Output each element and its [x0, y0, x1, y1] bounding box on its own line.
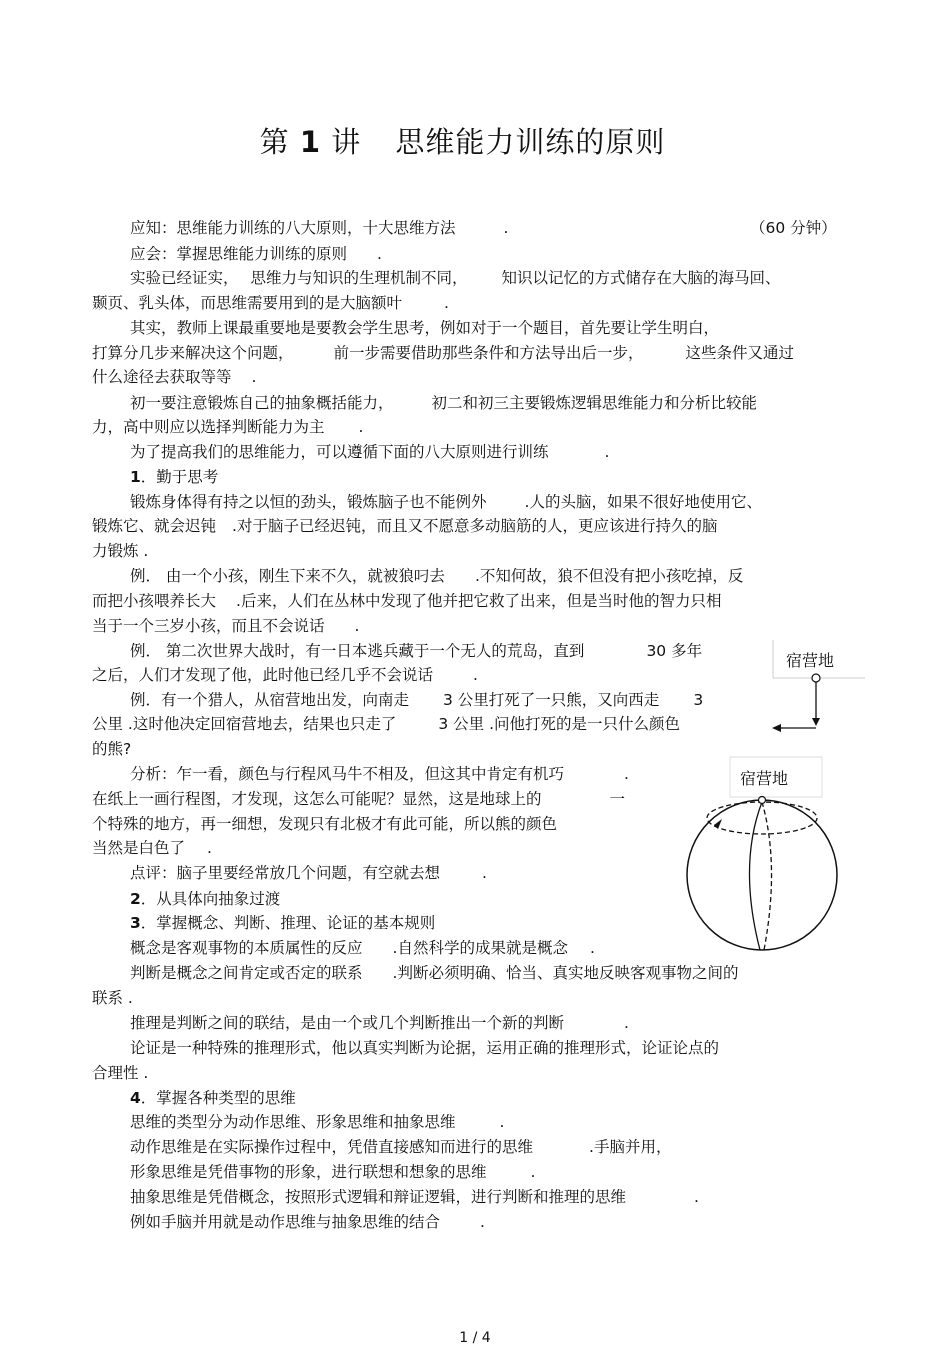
- line-11: 锻炼身体得有持之以恒的劲头，锻炼脑子也不能例外 .人的头脑，如果不很好地使用它、: [130, 493, 762, 511]
- line-31: 联系 .: [92, 989, 133, 1007]
- line-18: 之后，人们才发现了他，此时他已经几乎不会说话 .: [92, 666, 478, 684]
- line-22: 分析：乍一看，颜色与行程风马牛不相及，但这其中肯定有机巧 .: [130, 765, 629, 783]
- section-4-heading: 4．掌握各种类型的思维: [130, 1089, 296, 1107]
- line-37: 动作思维是在实际操作过程中，凭借直接感知而进行的思维 .手脑并用，: [130, 1138, 672, 1156]
- line-19: 例．有一个猎人，从宿营地出发，向南走 3 公里打死了一只熊，又向西走 3: [130, 691, 704, 709]
- title-suffix: 讲: [331, 125, 362, 159]
- line-17: 例． 第二次世界大战时，有一日本逃兵藏于一个无人的荒岛，直到 30 多年: [130, 642, 703, 660]
- line-16: 当于一个三岁小孩，而且不会说话 .: [92, 617, 360, 635]
- line-7: 初一要注意锻炼自己的抽象概括能力， 初二和初三主要锻炼逻辑思维能力和分析比较能: [130, 394, 758, 412]
- line-33: 论证是一种特殊的推理形式，他以真实判断为论据，运用正确的推理形式，论证论点的: [130, 1039, 720, 1057]
- line-12: 锻炼它、就会迟钝 .对于脑子已经迟钝，而且又不愿意多动脑筋的人，更应该进行持久的脑: [92, 517, 718, 535]
- line-4: 其实，教师上课最重要地是要教会学生思考，例如对于一个题目，首先要让学生明白，: [130, 319, 720, 337]
- line-1: 应会：掌握思维能力训练的原则 .: [130, 245, 382, 263]
- section-2-heading: 2．从具体向抽象过渡: [130, 890, 281, 908]
- line-32: 推理是判断之间的联结，是由一个或几个判断推出一个新的判断 .: [130, 1014, 629, 1032]
- page-title: [0, 120, 925, 161]
- latitude-circle: [707, 802, 817, 834]
- line-9: 为了提高我们的思维能力，可以遵循下面的八大原则进行训练 .: [130, 443, 610, 461]
- line-39: 抽象思维是凭借概念，按照形式逻辑和辩证逻辑，进行判断和推理的思维 .: [130, 1188, 699, 1206]
- line-34: 合理性 .: [92, 1064, 149, 1082]
- line-3: 颞页、乳头体，而思维需要用到的是大脑额叶 .: [92, 294, 449, 312]
- line-15: 而把小孩喂养长大 .后来，人们在丛林中发现了他并把它救了出来，但是当时他的智力只相: [92, 592, 722, 610]
- title-prefix: 第: [259, 125, 290, 159]
- section-1-heading: 1．勤于思考: [130, 468, 219, 486]
- meridian-2: [762, 802, 772, 950]
- section-3-heading: 3．掌握概念、判断、推理、论证的基本规则: [130, 914, 436, 932]
- line-24: 个特殊的地方，再一细想，发现只有北极才有此可能，所以熊的颜色: [92, 815, 558, 833]
- diagram1-camp-label: 宿营地: [786, 651, 835, 670]
- line-5: 打算分几步来解决这个问题， 前一步需要借助那些条件和方法导出后一步， 这些条件又通过: [92, 344, 795, 362]
- line-29: 概念是客观事物的本质属性的反应 .自然科学的成果就是概念 .: [130, 939, 595, 957]
- line-26: 点评：脑子里要经常放几个问题，有空就去想 .: [130, 864, 487, 882]
- line-0: 应知：思维能力训练的八大原则，十大思维方法 .: [130, 219, 509, 237]
- line-14: 例． 由一个小孩，刚生下来不久，就被狼叼去 .不知何故，狼不但没有把小孩吃掉，反: [130, 567, 744, 585]
- line-38: 形象思维是凭借事物的形象，进行联想和想象的思维 .: [130, 1163, 536, 1181]
- line-25: 当然是白色了 .: [92, 839, 212, 857]
- line-8: 力，高中则应以选择判断能力为主 .: [92, 418, 364, 436]
- line-0-duration: （60 分钟）: [750, 219, 837, 237]
- line-36: 思维的类型分为动作思维、形象思维和抽象思维 .: [130, 1113, 505, 1131]
- title-number: 1: [299, 125, 322, 159]
- line-21: 的熊?: [92, 740, 132, 758]
- line-13: 力锻炼 .: [92, 542, 149, 560]
- line-6: 什么途径去获取等等 .: [92, 368, 257, 386]
- meridian-1: [749, 802, 762, 950]
- globe-camp-marker: [759, 797, 766, 804]
- line-2: 实验已经证实， 思维力与知识的生理机制不同， 知识以记忆的方式储存在大脑的海马回、: [130, 269, 781, 287]
- diagram2-camp-label: 宿营地: [740, 769, 789, 788]
- page-number: 1 / 4: [459, 1330, 491, 1346]
- line-40: 例如手脑并用就是动作思维与抽象思维的结合 .: [130, 1213, 485, 1231]
- line-23: 在纸上一画行程图，才发现，这怎么可能呢？显然，这是地球上的 一: [92, 790, 626, 808]
- line-30: 判断是概念之间肯定或否定的联系 .判断必须明确、恰当、真实地反映客观事物之间的: [130, 964, 739, 982]
- line-20: 公里 .这时他决定回宿营地去，结果也只走了 3 公里 .问他打死的是一只什么颜色: [92, 715, 681, 733]
- camp-marker: [812, 674, 820, 682]
- title-name: 思维能力训练的原则: [395, 125, 666, 159]
